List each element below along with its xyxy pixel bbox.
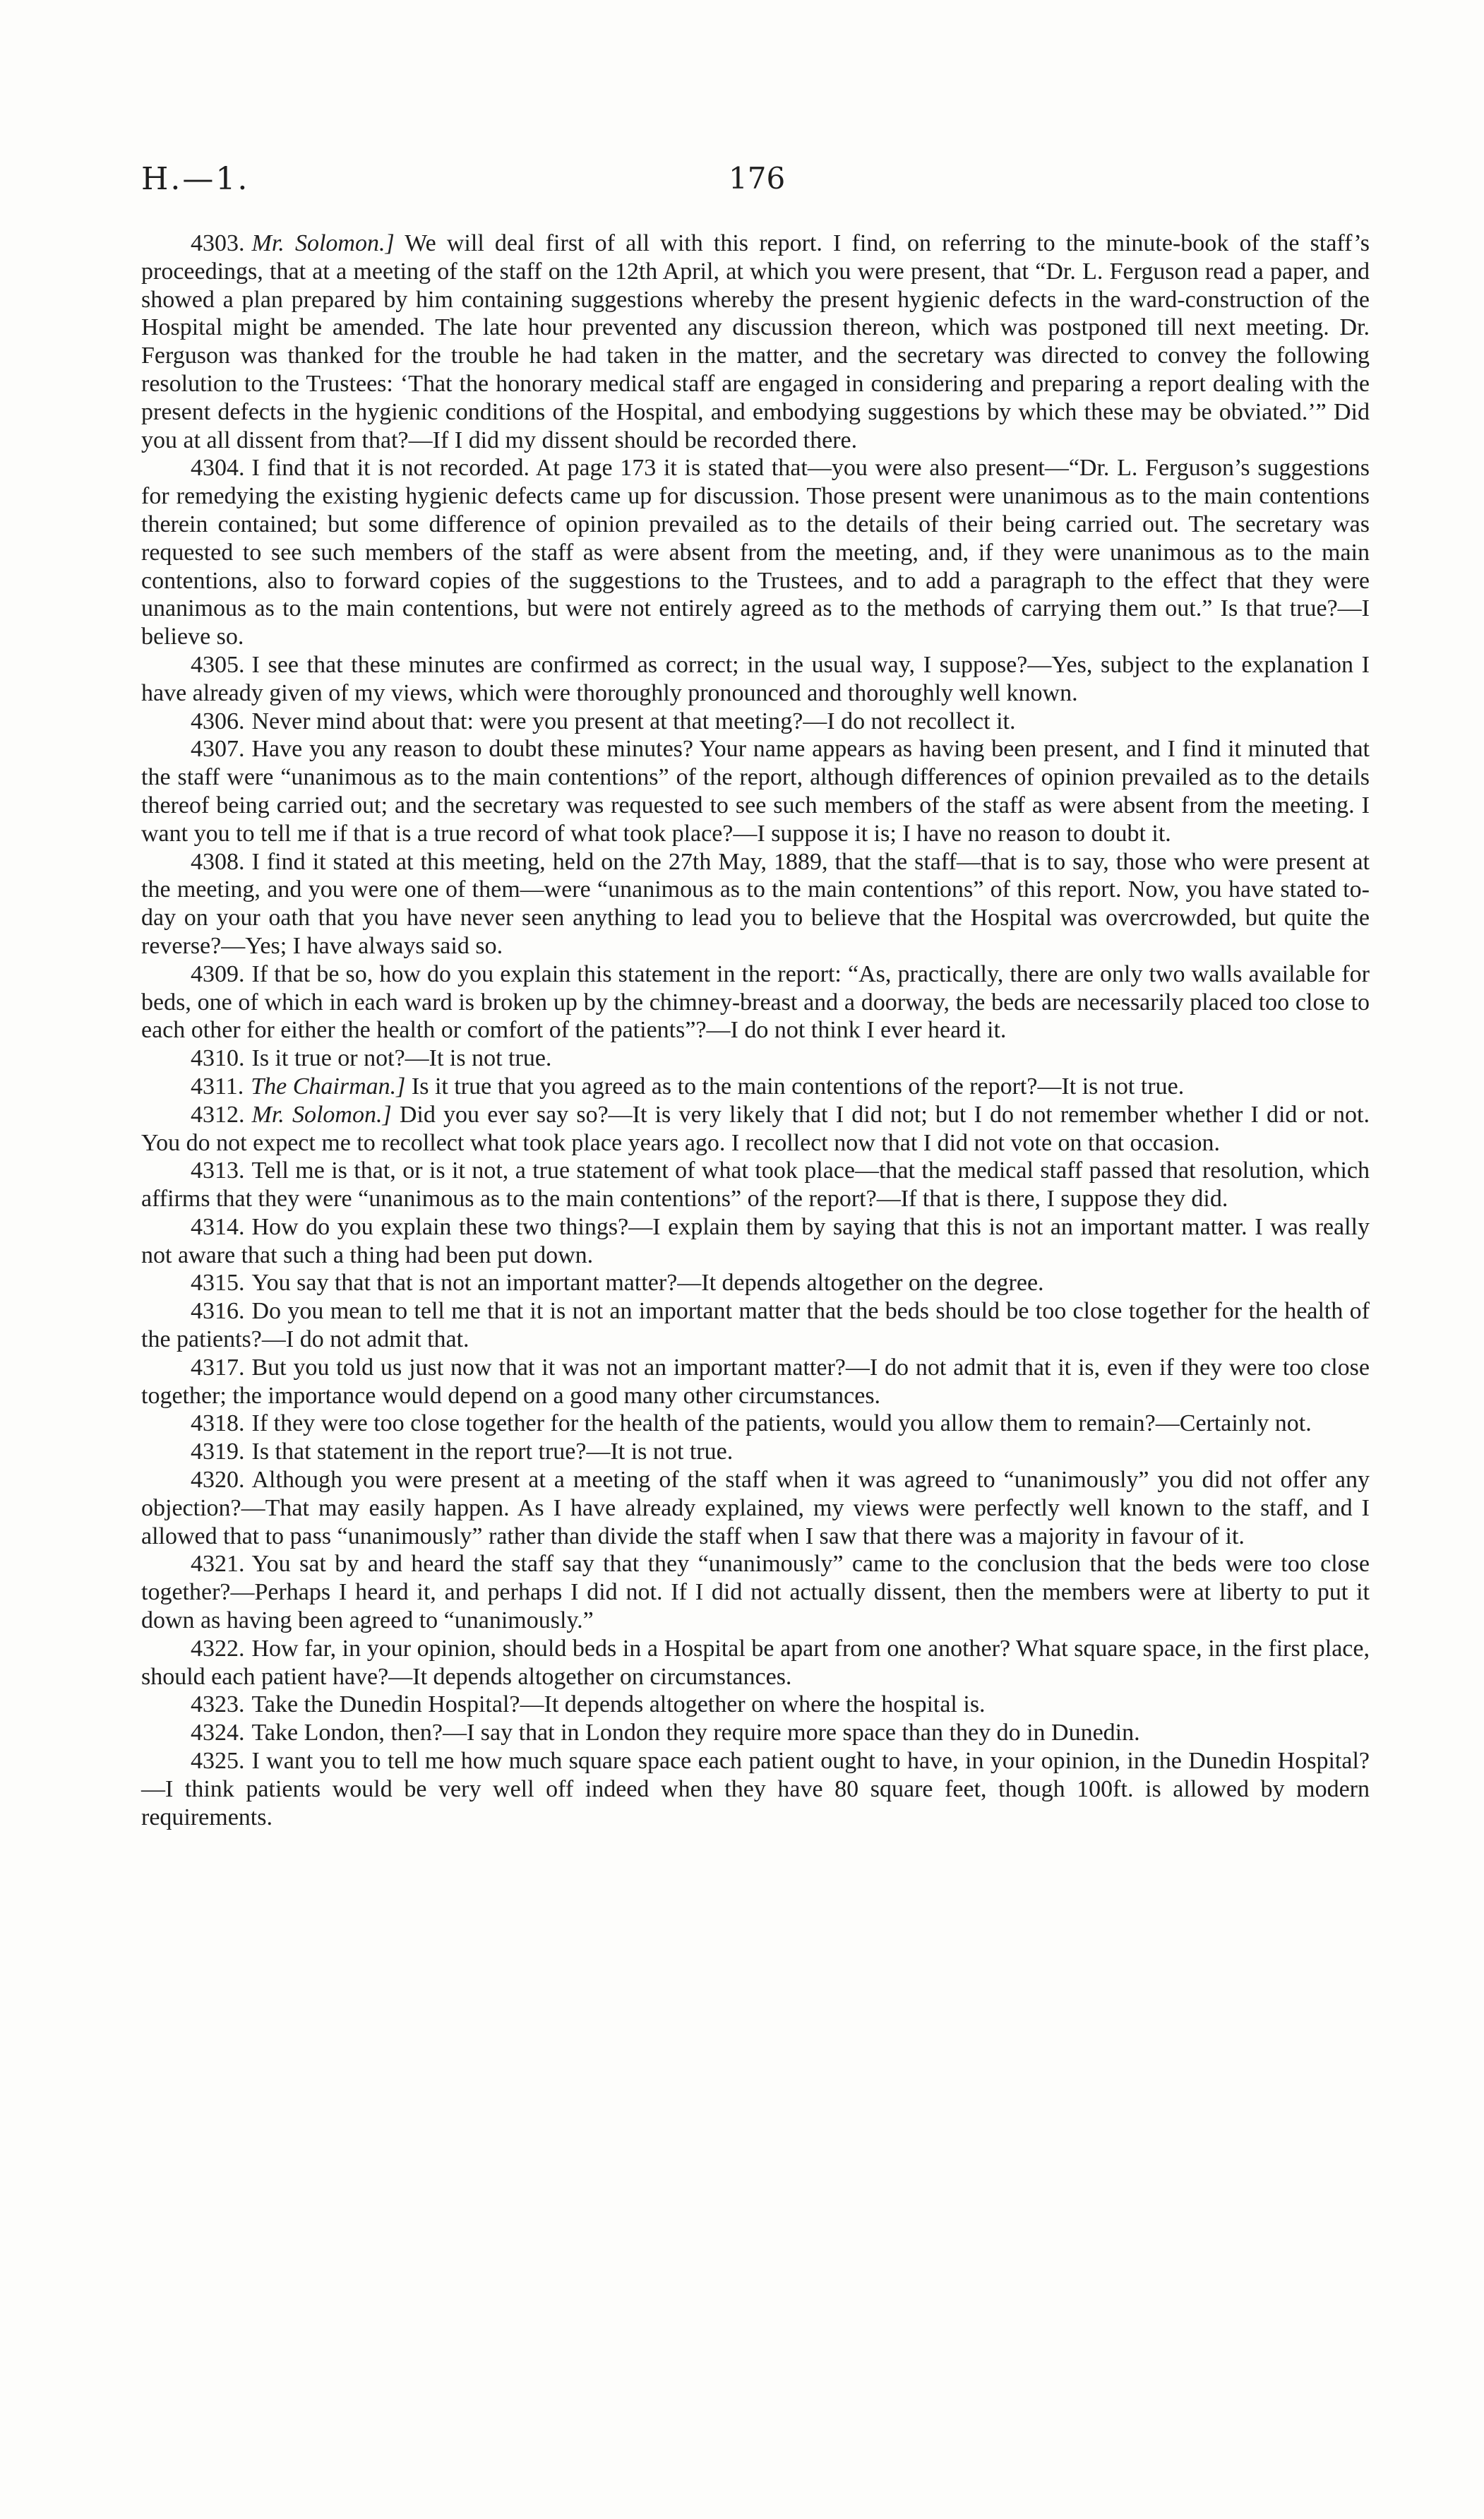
paragraph-text: Take London, then?—I say that in London they require more space than they do in Dunedin. bbox=[251, 1720, 1140, 1746]
paragraph-4323 bbox=[141, 1691, 1370, 1719]
question-number: 4316. bbox=[191, 1298, 245, 1325]
paragraph-text: You say that that is not an important matter?—It depends altogether on the degree. bbox=[251, 1270, 1044, 1297]
question-number: 4309. bbox=[191, 960, 245, 987]
speaker-label: The Chairman.] bbox=[251, 1073, 406, 1100]
question-number: 4315. bbox=[191, 1270, 245, 1297]
paragraph-4320 bbox=[141, 1466, 1370, 1550]
question-number: 4311. bbox=[191, 1073, 244, 1100]
question-number: 4322. bbox=[191, 1635, 245, 1662]
question-number: 4303. bbox=[191, 230, 245, 256]
paragraph-4322 bbox=[141, 1635, 1370, 1691]
question-number: 4305. bbox=[191, 651, 245, 678]
paragraph-text: I find it stated at this meeting, held on the 27th May, 1889, that the staff—that is to say, those who were present at the meeting, and you were one of them—were “unanimous as to the main contentions” of this report. Now, you have stated to-day on your oath that you have never seen anything to lead you to believe that the Hospital was overcrowded, but quite the reverse?—Yes; I have always said so. bbox=[141, 848, 1370, 959]
speaker-label: Mr. Solomon.] bbox=[251, 1101, 392, 1128]
paragraph-text: I want you to tell me how much square space each patient ought to have, in your opinion, in the Dunedin Hospital?—I think patients would be very well off indeed when they have 80 square feet, though 100ft. is allowed by modern requirements. bbox=[141, 1748, 1370, 1830]
question-number: 4319. bbox=[191, 1439, 245, 1465]
question-number: 4323. bbox=[191, 1691, 245, 1718]
paragraph-4309 bbox=[141, 960, 1370, 1044]
paragraph-4325 bbox=[141, 1747, 1370, 1831]
question-number: 4318. bbox=[191, 1410, 245, 1437]
paragraph-text: I see that these minutes are confirmed as correct; in the usual way, I suppose?—Yes, subject to the explanation I have already given of my views, which were thoroughly pronounced and thoroughly well known. bbox=[141, 651, 1370, 706]
paragraph-text: If that be so, how do you explain this statement in the report: “As, practically, there are only two walls available for beds, one of which in each ward is broken up by the chimney-breast and a doorway, the beds are necessarily placed too close to each other for either the health or comfort of the patients”?—I do not think I ever heard it. bbox=[141, 960, 1370, 1044]
question-number: 4321. bbox=[191, 1551, 245, 1578]
question-number: 4308. bbox=[191, 848, 245, 875]
paragraph-4312 bbox=[141, 1101, 1370, 1157]
paragraph-text: Take the Dunedin Hospital?—It depends altogether on where the hospital is. bbox=[251, 1691, 986, 1718]
question-number: 4317. bbox=[191, 1354, 245, 1381]
paragraph-text: Do you mean to tell me that it is not an important matter that the beds should be too close together for the health of the patients?—I do not admit that. bbox=[141, 1298, 1370, 1353]
paragraph-4307 bbox=[141, 735, 1370, 847]
question-number: 4320. bbox=[191, 1467, 245, 1494]
question-number: 4313. bbox=[191, 1157, 245, 1184]
testimony-text bbox=[141, 230, 1370, 1831]
speaker-label: Mr. Solomon.] bbox=[251, 230, 395, 256]
paragraph-text: But you told us just now that it was not an important matter?—I do not admit that it is, even if they were too close together; the importance would depend on a good many other circumstances. bbox=[141, 1354, 1370, 1409]
paragraph-4324 bbox=[141, 1719, 1370, 1747]
paragraph-4311 bbox=[141, 1073, 1370, 1101]
question-number: 4304. bbox=[191, 455, 245, 482]
paragraph-4321 bbox=[141, 1550, 1370, 1634]
paragraph-text: Have you any reason to doubt these minutes? Your name appears as having been present, and I find it minuted that the staff were “unanimous as to the main contentions” of the report, although differences of opinion prevailed as to the details thereof being carried out; and the secretary was requested to see such members of the staff as were absent from the meeting. I want you to tell me if that is a true record of what took place?—I suppose it is; I have no reason to doubt it. bbox=[141, 736, 1370, 847]
paragraph-4303 bbox=[141, 230, 1370, 454]
paragraph-4319 bbox=[141, 1438, 1370, 1466]
paragraph-text: How far, in your opinion, should beds in a Hospital be apart from one another? What square space, in the first place, should each patient have?—It depends altogether on circumstances. bbox=[141, 1635, 1370, 1690]
paragraph-4306 bbox=[141, 708, 1370, 736]
paragraph-text: Is it true that you agreed as to the main contentions of the report?—It is not true. bbox=[411, 1073, 1185, 1100]
paragraph-text: If they were too close together for the health of the patients, would you allow them to remain?—Certainly not. bbox=[251, 1410, 1312, 1437]
document-reference: H.—1. bbox=[141, 161, 250, 197]
question-number: 4307. bbox=[191, 736, 245, 763]
paragraph-text: I find that it is not recorded. At page 173 it is stated that—you were also present—“Dr. L. Ferguson’s suggestions for remedying the existing hygienic defects came up for discussion. Those present were unanimous as to the main contentions therein contained; but some difference of opinion prevailed as to the details of their being carried out. The secretary was requested to see such members of the staff as were absent from the meeting, and, if they were unanimous as to the main contentions, also to forward copies of the suggestions to the Trustees, and to add a paragraph to the effect that they were unanimous as to the main contentions, but were not entirely agreed as to the methods of carrying them out.” Is that true?—I believe so. bbox=[141, 455, 1370, 650]
paragraph-4318 bbox=[141, 1410, 1370, 1438]
question-number: 4314. bbox=[191, 1213, 245, 1240]
paragraph-text: You sat by and heard the staff say that they “unanimously” came to the conclusion that the beds were too close together?—Perhaps I heard it, and perhaps I did not. If I did not actually dissent, then the members were at liberty to put it down as having been agreed to “unanimously.” bbox=[141, 1551, 1370, 1634]
paragraph-text: We will deal first of all with this report. I find, on referring to the minute-book of the staff’s proceedings, that at a meeting of the staff on the 12th April, at which you were present, that “Dr. L. Ferguson read a paper, and showed a plan prepared by him containing suggestions whereby the present hygienic defects in the ward-construction of the Hospital might be amended. The late hour prevented any discussion thereon, which was postponed till next meeting. Dr. Ferguson was thanked for the trouble he had taken in the matter, and the secretary was directed to convey the following resolution to the Trustees: ‘That the honorary medical staff are engaged in considering and preparing a report dealing with the present defects in the hygienic conditions of the Hospital, and embodying suggestions by which these may be obviated.’” Did you at all dissent from that?—If I did my dissent should be recorded there. bbox=[141, 230, 1370, 453]
paragraph-4305 bbox=[141, 651, 1370, 708]
paragraph-4304 bbox=[141, 454, 1370, 651]
paragraph-text: Tell me is that, or is it not, a true statement of what took place—that the medical staff passed that resolution, which affirms that they were “unanimous as to the main contentions” of the report?—If that is there, I suppose they did. bbox=[141, 1157, 1370, 1213]
paragraph-text: Although you were present at a meeting of the staff when it was agreed to “unanimously” you did not offer any objection?—That may easily happen. As I have already explained, my views were perfectly well known to the staff, and I allowed that to pass “unanimously” rather than divide the staff when I saw that there was a majority in favour of it. bbox=[141, 1467, 1370, 1549]
paragraph-text: Is it true or not?—It is not true. bbox=[251, 1045, 552, 1072]
question-number: 4312. bbox=[191, 1101, 245, 1128]
paragraph-text: Did you ever say so?—It is very likely that I did not; but I do not remember whether I did or not. You do not expect me to recollect what took place years ago. I recollect now that I did not vote on that occasion. bbox=[141, 1101, 1370, 1156]
paragraph-4315 bbox=[141, 1269, 1370, 1297]
paragraph-text: How do you explain these two things?—I explain them by saying that this is not an important matter. I was really not aware that such a thing had been put down. bbox=[141, 1213, 1370, 1268]
page-header bbox=[141, 161, 1370, 203]
paragraph-text: Is that statement in the report true?—It is not true. bbox=[251, 1439, 734, 1465]
paragraph-4316 bbox=[141, 1297, 1370, 1354]
paragraph-text: Never mind about that: were you present at that meeting?—I do not recollect it. bbox=[251, 708, 1016, 734]
paragraph-4313 bbox=[141, 1157, 1370, 1213]
question-number: 4310. bbox=[191, 1045, 245, 1072]
paragraph-4310 bbox=[141, 1044, 1370, 1073]
question-number: 4325. bbox=[191, 1748, 245, 1775]
question-number: 4324. bbox=[191, 1720, 245, 1746]
paragraph-4314 bbox=[141, 1213, 1370, 1270]
page-number: 176 bbox=[729, 161, 786, 196]
question-number: 4306. bbox=[191, 708, 245, 734]
paragraph-4308 bbox=[141, 848, 1370, 960]
paragraph-4317 bbox=[141, 1354, 1370, 1410]
